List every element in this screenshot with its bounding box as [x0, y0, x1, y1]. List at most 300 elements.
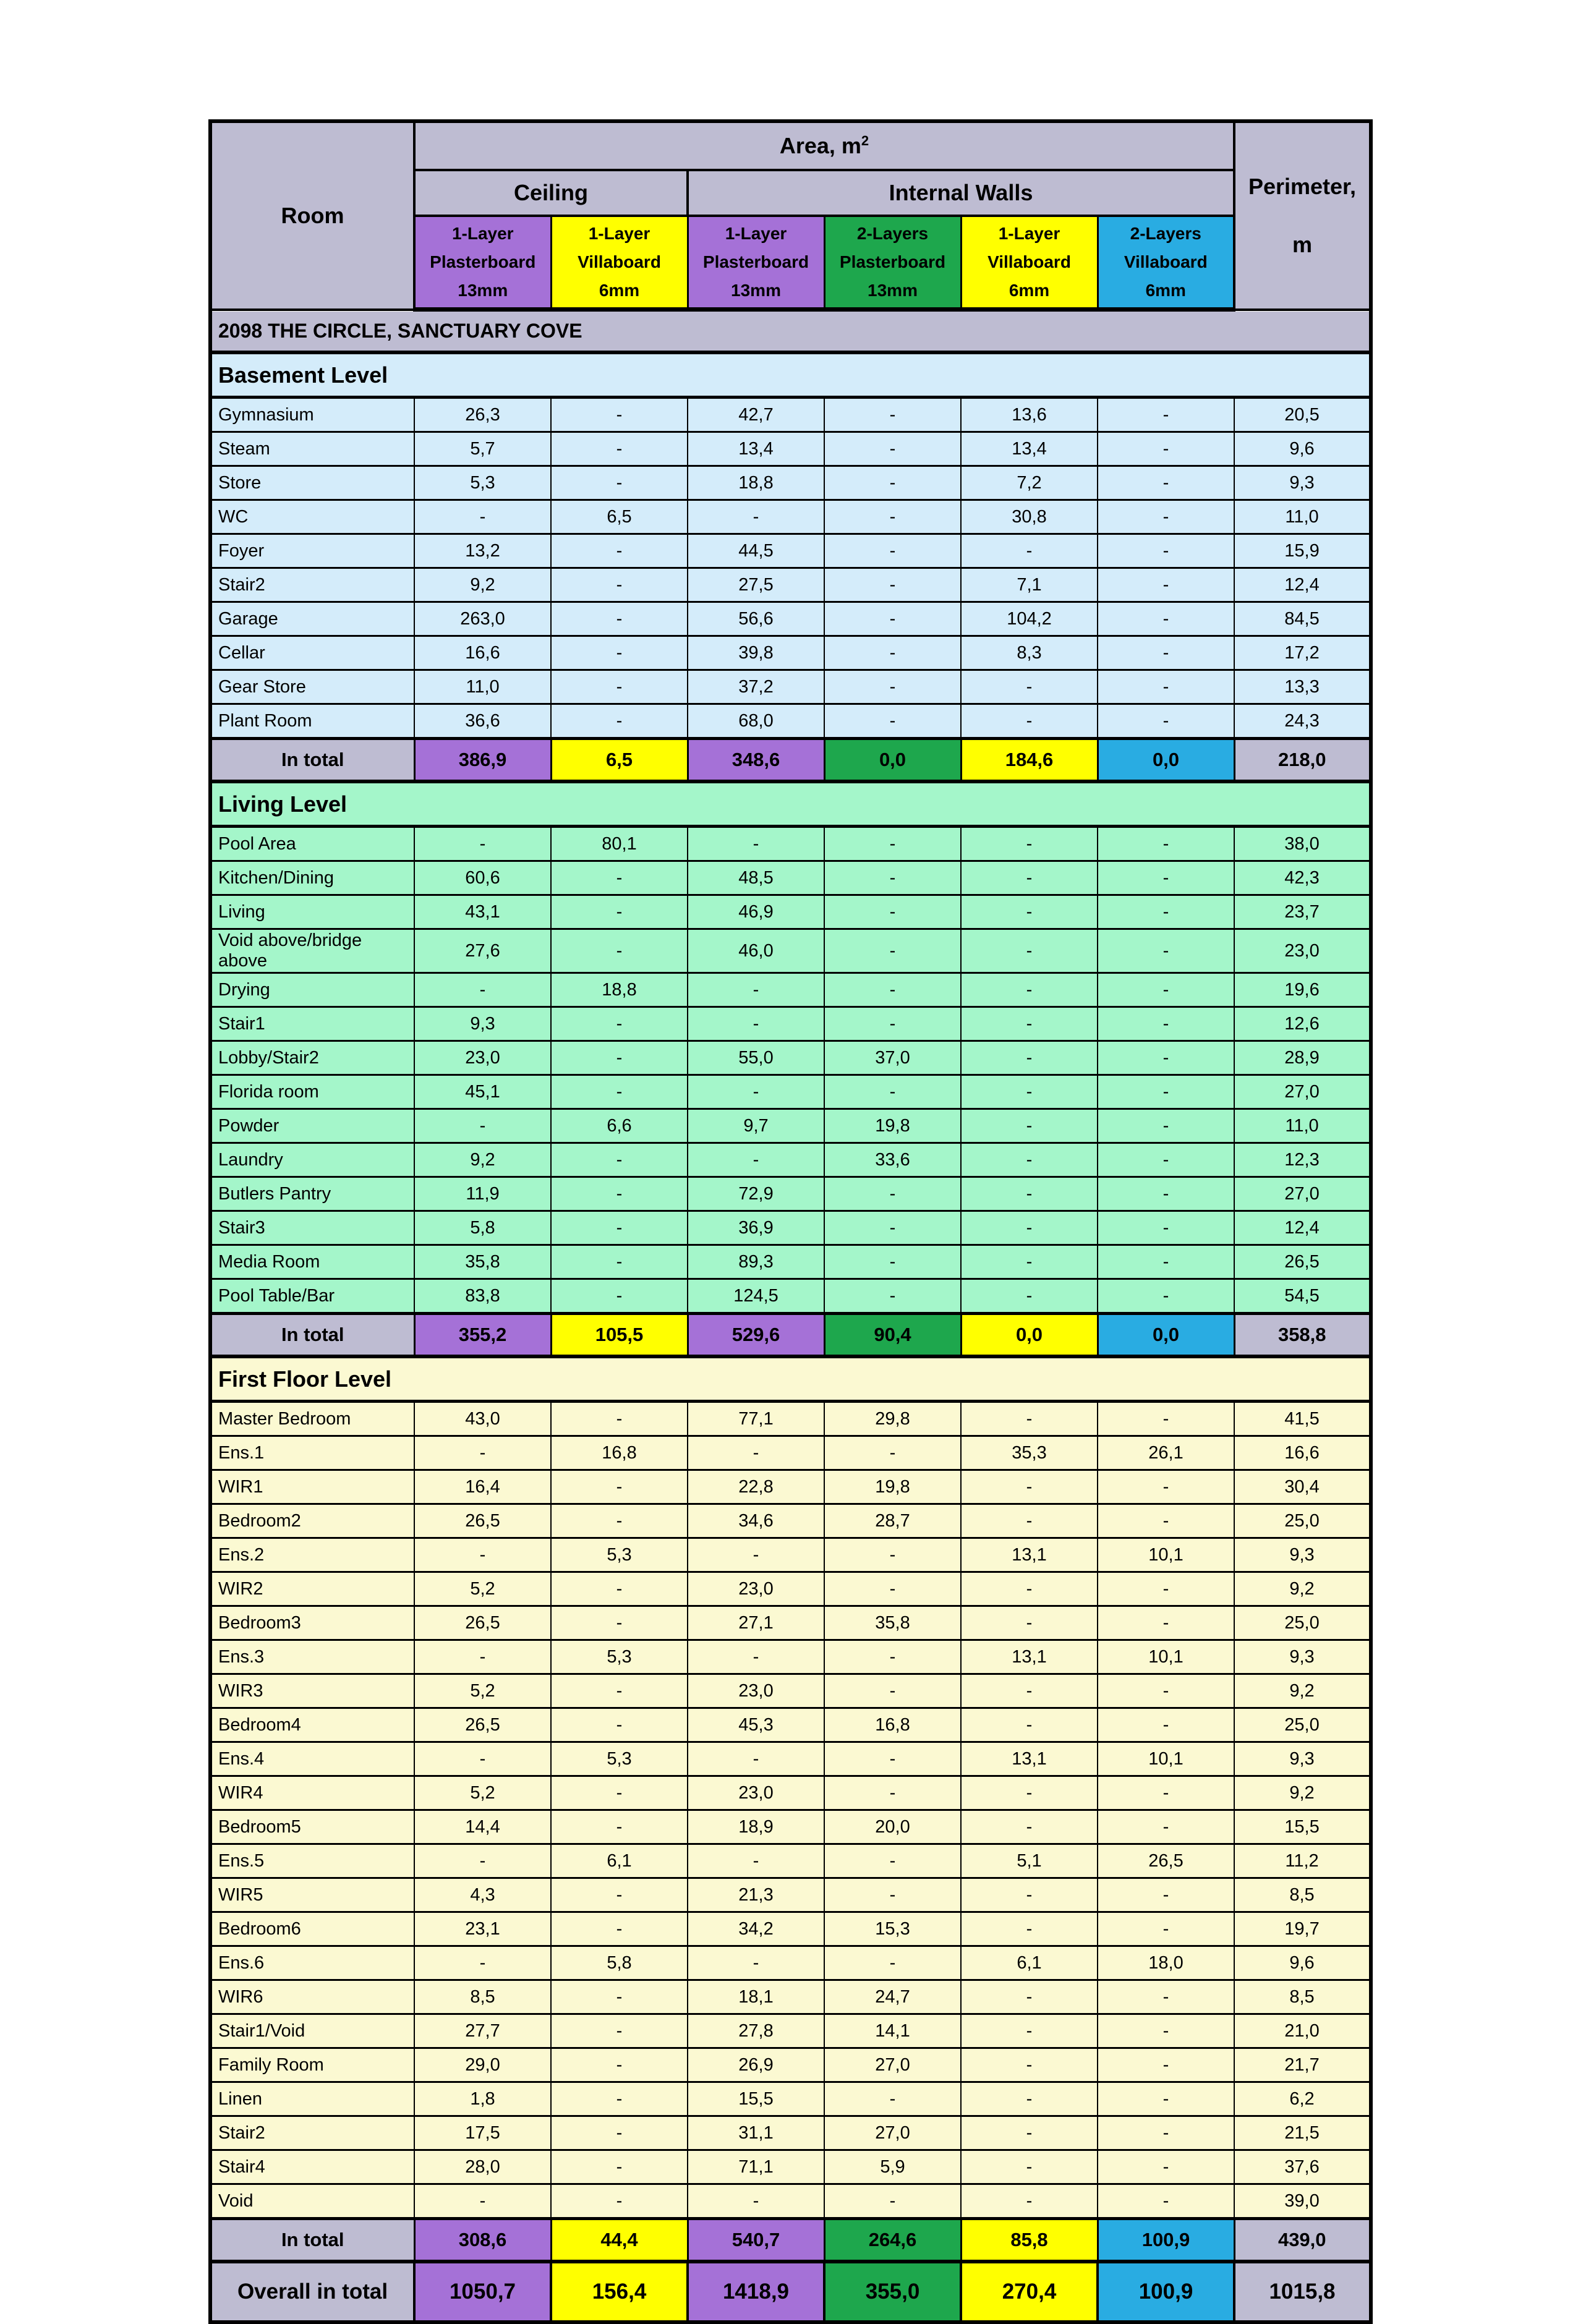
- area-value-cell: -: [1098, 1708, 1234, 1742]
- area-value-cell: 80,1: [551, 827, 688, 861]
- area-value-cell: 11,0: [414, 670, 551, 704]
- area-value-cell: -: [961, 1674, 1098, 1708]
- area-value-cell: -: [824, 1776, 961, 1810]
- table-row: [210, 1946, 1371, 1980]
- area-value-cell: -: [1098, 1572, 1234, 1606]
- total-value-cell: 105,5: [551, 1314, 688, 1357]
- area-value-cell: -: [961, 1504, 1098, 1538]
- total-value-cell: 0,0: [1098, 1314, 1234, 1357]
- area-value-cell: 15,5: [688, 2082, 824, 2116]
- area-value-cell: -: [688, 500, 824, 534]
- area-value-cell: -: [551, 1279, 688, 1314]
- area-value-cell: -: [414, 1742, 551, 1776]
- area-value-cell: 6,1: [551, 1844, 688, 1878]
- total-value-cell: 386,9: [414, 739, 551, 782]
- area-value-cell: -: [1098, 398, 1234, 432]
- area-value-cell: -: [824, 895, 961, 929]
- perimeter-value-cell: 9,2: [1234, 1674, 1371, 1708]
- area-value-cell: 23,0: [688, 1776, 824, 1810]
- area-value-cell: -: [551, 1402, 688, 1436]
- area-value-cell: -: [551, 895, 688, 929]
- area-value-cell: 6,1: [961, 1946, 1098, 1980]
- room-cell: Butlers Pantry: [210, 1177, 414, 1211]
- area-value-cell: 27,8: [688, 2014, 824, 2048]
- total-value-cell: 264,6: [824, 2219, 961, 2262]
- area-value-cell: 23,0: [414, 1041, 551, 1075]
- room-cell: WIR1: [210, 1470, 414, 1504]
- total-value-cell: 100,9: [1098, 2219, 1234, 2262]
- material-column-header-3: 1-Layer Plasterboard 13mm: [688, 216, 824, 310]
- table-row: [210, 1708, 1371, 1742]
- room-cell: WIR2: [210, 1572, 414, 1606]
- table-row: [210, 1402, 1371, 1436]
- table-row: [210, 1211, 1371, 1245]
- area-value-cell: -: [1098, 1041, 1234, 1075]
- area-schedule-table: [208, 119, 1373, 2324]
- room-cell: Family Room: [210, 2048, 414, 2082]
- perimeter-value-cell: 11,2: [1234, 1844, 1371, 1878]
- perimeter-value-cell: 21,5: [1234, 2116, 1371, 2150]
- area-value-cell: -: [1098, 895, 1234, 929]
- area-value-cell: 34,2: [688, 1912, 824, 1946]
- section-title: First Floor Level: [210, 1356, 1371, 1402]
- overall-value-cell: 100,9: [1098, 2262, 1234, 2322]
- total-perimeter-cell: 439,0: [1234, 2219, 1371, 2262]
- room-cell: Bedroom3: [210, 1606, 414, 1640]
- area-value-cell: 72,9: [688, 1177, 824, 1211]
- perimeter-value-cell: 8,5: [1234, 1878, 1371, 1912]
- area-value-cell: -: [824, 636, 961, 670]
- area-value-cell: 27,6: [414, 929, 551, 973]
- area-value-cell: -: [1098, 432, 1234, 466]
- total-value-cell: 6,5: [551, 739, 688, 782]
- area-value-cell: -: [688, 973, 824, 1007]
- area-value-cell: -: [551, 2082, 688, 2116]
- area-value-cell: 37,2: [688, 670, 824, 704]
- section-header-row: [210, 352, 1371, 398]
- room-cell: Drying: [210, 973, 414, 1007]
- room-cell: WIR5: [210, 1878, 414, 1912]
- room-cell: Ens.2: [210, 1538, 414, 1572]
- area-value-cell: 13,4: [688, 432, 824, 466]
- area-value-cell: 89,3: [688, 1245, 824, 1279]
- area-value-cell: -: [824, 1572, 961, 1606]
- area-value-cell: 39,8: [688, 636, 824, 670]
- table-row: [210, 1007, 1371, 1041]
- perimeter-value-cell: 20,5: [1234, 398, 1371, 432]
- area-value-cell: 6,5: [551, 500, 688, 534]
- area-value-cell: -: [961, 1470, 1098, 1504]
- perimeter-value-cell: 12,4: [1234, 568, 1371, 602]
- room-cell: Steam: [210, 432, 414, 466]
- area-value-cell: -: [414, 1109, 551, 1143]
- area-value-cell: -: [551, 1606, 688, 1640]
- area-value-cell: -: [961, 1177, 1098, 1211]
- room-cell: Void: [210, 2184, 414, 2219]
- area-value-cell: 18,8: [551, 973, 688, 1007]
- perimeter-value-cell: 17,2: [1234, 636, 1371, 670]
- perimeter-value-cell: 41,5: [1234, 1402, 1371, 1436]
- area-value-cell: 43,0: [414, 1402, 551, 1436]
- room-cell: Lobby/Stair2: [210, 1041, 414, 1075]
- total-label-cell: In total: [210, 1314, 414, 1357]
- table-row: [210, 1109, 1371, 1143]
- area-value-cell: -: [551, 1504, 688, 1538]
- total-value-cell: 0,0: [824, 739, 961, 782]
- table-row: [210, 1177, 1371, 1211]
- table-row: [210, 1878, 1371, 1912]
- overall-perimeter-cell: 1015,8: [1234, 2262, 1371, 2322]
- perimeter-value-cell: 9,3: [1234, 1640, 1371, 1674]
- area-value-cell: -: [551, 2048, 688, 2082]
- area-value-cell: -: [961, 2184, 1098, 2219]
- area-value-cell: 45,3: [688, 1708, 824, 1742]
- area-value-cell: 46,0: [688, 929, 824, 973]
- perimeter-label: Perimeter,: [1248, 174, 1357, 200]
- perimeter-value-cell: 9,3: [1234, 466, 1371, 500]
- section-total-row: [210, 2219, 1371, 2262]
- area-value-cell: -: [551, 929, 688, 973]
- area-value-cell: -: [961, 1878, 1098, 1912]
- area-value-cell: -: [961, 861, 1098, 895]
- area-value-cell: 5,1: [961, 1844, 1098, 1878]
- room-column-header: Room: [210, 121, 414, 310]
- area-value-cell: 33,6: [824, 1143, 961, 1177]
- perimeter-column-header: [1234, 121, 1371, 310]
- table-row: [210, 704, 1371, 739]
- table-row: [210, 1041, 1371, 1075]
- area-value-cell: 16,4: [414, 1470, 551, 1504]
- total-value-cell: 0,0: [1098, 739, 1234, 782]
- area-value-cell: -: [824, 602, 961, 636]
- section-header-row: [210, 1356, 1371, 1402]
- area-value-cell: -: [961, 895, 1098, 929]
- area-value-cell: 43,1: [414, 895, 551, 929]
- perimeter-value-cell: 25,0: [1234, 1708, 1371, 1742]
- area-value-cell: -: [961, 1572, 1098, 1606]
- perimeter-value-cell: 11,0: [1234, 1109, 1371, 1143]
- area-value-cell: 26,5: [414, 1504, 551, 1538]
- area-value-cell: -: [961, 2048, 1098, 2082]
- area-value-cell: -: [551, 1572, 688, 1606]
- area-value-cell: -: [824, 827, 961, 861]
- area-value-cell: -: [961, 1075, 1098, 1109]
- area-value-cell: 14,1: [824, 2014, 961, 2048]
- area-value-cell: -: [1098, 500, 1234, 534]
- area-value-cell: 17,5: [414, 2116, 551, 2150]
- area-value-cell: -: [414, 1844, 551, 1878]
- area-value-cell: -: [688, 1075, 824, 1109]
- area-value-cell: 16,8: [551, 1436, 688, 1470]
- area-value-cell: -: [1098, 1211, 1234, 1245]
- area-value-cell: 20,0: [824, 1810, 961, 1844]
- room-cell: Bedroom6: [210, 1912, 414, 1946]
- area-value-cell: 35,3: [961, 1436, 1098, 1470]
- area-value-cell: -: [551, 2184, 688, 2219]
- area-value-cell: 8,3: [961, 636, 1098, 670]
- perimeter-value-cell: 39,0: [1234, 2184, 1371, 2219]
- area-value-cell: 13,1: [961, 1742, 1098, 1776]
- area-value-cell: -: [1098, 1606, 1234, 1640]
- area-value-cell: 5,3: [551, 1640, 688, 1674]
- area-value-cell: -: [1098, 1912, 1234, 1946]
- area-value-cell: 5,7: [414, 432, 551, 466]
- area-value-cell: 27,5: [688, 568, 824, 602]
- area-value-cell: 31,1: [688, 2116, 824, 2150]
- area-value-cell: -: [1098, 636, 1234, 670]
- area-value-cell: 60,6: [414, 861, 551, 895]
- area-value-cell: 26,5: [414, 1708, 551, 1742]
- area-value-cell: -: [961, 1980, 1098, 2014]
- area-value-cell: -: [824, 861, 961, 895]
- perimeter-value-cell: 28,9: [1234, 1041, 1371, 1075]
- area-value-cell: -: [551, 568, 688, 602]
- area-value-cell: 10,1: [1098, 1538, 1234, 1572]
- area-value-cell: -: [961, 1402, 1098, 1436]
- table-row: [210, 602, 1371, 636]
- table-row: [210, 1143, 1371, 1177]
- area-value-cell: -: [551, 2116, 688, 2150]
- perimeter-value-cell: 9,6: [1234, 1946, 1371, 1980]
- perimeter-value-cell: 12,6: [1234, 1007, 1371, 1041]
- area-value-cell: 9,2: [414, 1143, 551, 1177]
- area-value-cell: -: [961, 2082, 1098, 2116]
- table-row: [210, 2116, 1371, 2150]
- overall-value-cell: 270,4: [961, 2262, 1098, 2322]
- area-value-cell: -: [1098, 827, 1234, 861]
- perimeter-value-cell: 9,3: [1234, 1742, 1371, 1776]
- table-row: [210, 1470, 1371, 1504]
- area-value-cell: -: [1098, 1674, 1234, 1708]
- area-schedule-sheet: [208, 119, 1373, 2324]
- area-value-cell: -: [1098, 1504, 1234, 1538]
- room-cell: Cellar: [210, 636, 414, 670]
- area-value-cell: -: [824, 2184, 961, 2219]
- area-value-cell: 5,9: [824, 2150, 961, 2184]
- total-value-cell: 184,6: [961, 739, 1098, 782]
- area-value-cell: -: [551, 432, 688, 466]
- area-value-cell: -: [961, 929, 1098, 973]
- area-value-cell: -: [824, 1640, 961, 1674]
- area-value-cell: -: [688, 1538, 824, 1572]
- area-value-cell: -: [824, 2082, 961, 2116]
- overall-value-cell: 156,4: [551, 2262, 688, 2322]
- area-value-cell: -: [551, 1007, 688, 1041]
- perimeter-value-cell: 8,5: [1234, 1980, 1371, 2014]
- area-value-cell: -: [961, 670, 1098, 704]
- area-value-cell: -: [824, 432, 961, 466]
- perimeter-value-cell: 12,3: [1234, 1143, 1371, 1177]
- perimeter-value-cell: 15,9: [1234, 534, 1371, 568]
- area-value-cell: 23,0: [688, 1572, 824, 1606]
- perimeter-value-cell: 26,5: [1234, 1245, 1371, 1279]
- area-value-cell: -: [1098, 2116, 1234, 2150]
- table-row: [210, 1245, 1371, 1279]
- area-value-cell: 15,3: [824, 1912, 961, 1946]
- table-row: [210, 568, 1371, 602]
- table-row: [210, 670, 1371, 704]
- perimeter-value-cell: 15,5: [1234, 1810, 1371, 1844]
- room-cell: Linen: [210, 2082, 414, 2116]
- table-row: [210, 636, 1371, 670]
- area-value-cell: -: [551, 1143, 688, 1177]
- area-value-cell: 5,2: [414, 1572, 551, 1606]
- area-value-cell: -: [688, 1640, 824, 1674]
- area-value-cell: -: [961, 1041, 1098, 1075]
- material-column-header-2: 1-Layer Villaboard 6mm: [551, 216, 688, 310]
- room-cell: Media Room: [210, 1245, 414, 1279]
- area-value-cell: 5,8: [551, 1946, 688, 1980]
- area-value-cell: -: [824, 1075, 961, 1109]
- area-value-cell: -: [551, 636, 688, 670]
- area-value-cell: 26,3: [414, 398, 551, 432]
- area-value-cell: -: [824, 568, 961, 602]
- area-value-cell: 13,1: [961, 1538, 1098, 1572]
- area-value-cell: -: [824, 1538, 961, 1572]
- area-value-cell: -: [961, 1007, 1098, 1041]
- area-value-cell: -: [551, 602, 688, 636]
- area-value-cell: -: [961, 1211, 1098, 1245]
- area-value-cell: 13,4: [961, 432, 1098, 466]
- area-value-cell: 1,8: [414, 2082, 551, 2116]
- perimeter-value-cell: 37,6: [1234, 2150, 1371, 2184]
- total-value-cell: 348,6: [688, 739, 824, 782]
- area-value-cell: -: [551, 534, 688, 568]
- material-column-header-5: 1-Layer Villaboard 6mm: [961, 216, 1098, 310]
- area-value-cell: -: [1098, 1810, 1234, 1844]
- perimeter-value-cell: 21,0: [1234, 2014, 1371, 2048]
- area-value-cell: -: [688, 1143, 824, 1177]
- area-value-cell: 7,1: [961, 568, 1098, 602]
- area-value-cell: 45,1: [414, 1075, 551, 1109]
- room-cell: Stair3: [210, 1211, 414, 1245]
- area-value-cell: 26,9: [688, 2048, 824, 2082]
- area-value-cell: -: [1098, 1007, 1234, 1041]
- room-cell: Stair2: [210, 2116, 414, 2150]
- perimeter-unit: m: [1292, 231, 1312, 257]
- overall-value-cell: 355,0: [824, 2262, 961, 2322]
- area-value-cell: -: [414, 500, 551, 534]
- area-value-cell: -: [688, 1436, 824, 1470]
- room-cell: Stair1/Void: [210, 2014, 414, 2048]
- table-row: [210, 1674, 1371, 1708]
- table-row: [210, 500, 1371, 534]
- area-value-cell: 36,6: [414, 704, 551, 739]
- total-value-cell: 308,6: [414, 2219, 551, 2262]
- area-value-cell: -: [824, 1211, 961, 1245]
- area-value-cell: 22,8: [688, 1470, 824, 1504]
- area-value-cell: -: [1098, 466, 1234, 500]
- area-value-cell: -: [824, 1436, 961, 1470]
- area-value-cell: -: [551, 2150, 688, 2184]
- area-value-cell: -: [551, 1245, 688, 1279]
- area-value-cell: -: [961, 1606, 1098, 1640]
- area-value-cell: -: [551, 704, 688, 739]
- area-value-cell: -: [961, 1245, 1098, 1279]
- area-value-cell: -: [824, 1007, 961, 1041]
- area-value-cell: -: [824, 1742, 961, 1776]
- area-value-cell: -: [961, 1279, 1098, 1314]
- area-value-cell: 4,3: [414, 1878, 551, 1912]
- room-cell: Pool Area: [210, 827, 414, 861]
- section-title: Living Level: [210, 781, 1371, 827]
- area-value-cell: 263,0: [414, 602, 551, 636]
- area-value-cell: 29,8: [824, 1402, 961, 1436]
- perimeter-value-cell: 30,4: [1234, 1470, 1371, 1504]
- area-value-cell: -: [824, 929, 961, 973]
- area-value-cell: -: [1098, 2082, 1234, 2116]
- perimeter-value-cell: 23,7: [1234, 895, 1371, 929]
- area-value-cell: -: [1098, 568, 1234, 602]
- area-value-cell: 124,5: [688, 1279, 824, 1314]
- total-value-cell: 355,2: [414, 1314, 551, 1357]
- table-row: [210, 2082, 1371, 2116]
- perimeter-value-cell: 12,4: [1234, 1211, 1371, 1245]
- area-value-cell: -: [1098, 973, 1234, 1007]
- area-value-cell: -: [824, 973, 961, 1007]
- perimeter-value-cell: 9,2: [1234, 1572, 1371, 1606]
- area-value-cell: -: [551, 1211, 688, 1245]
- total-value-cell: 529,6: [688, 1314, 824, 1357]
- area-value-cell: -: [961, 2116, 1098, 2150]
- table-row: [210, 2048, 1371, 2082]
- area-value-cell: 16,8: [824, 1708, 961, 1742]
- area-value-cell: -: [1098, 1470, 1234, 1504]
- table-row: [210, 1572, 1371, 1606]
- area-value-cell: 23,1: [414, 1912, 551, 1946]
- area-value-cell: 5,2: [414, 1674, 551, 1708]
- area-value-cell: -: [961, 704, 1098, 739]
- area-value-cell: 11,9: [414, 1177, 551, 1211]
- area-value-cell: -: [414, 2184, 551, 2219]
- table-row: [210, 929, 1371, 973]
- perimeter-value-cell: 19,6: [1234, 973, 1371, 1007]
- perimeter-value-cell: 24,3: [1234, 704, 1371, 739]
- room-cell: Ens.1: [210, 1436, 414, 1470]
- area-value-cell: 83,8: [414, 1279, 551, 1314]
- area-value-cell: 8,5: [414, 1980, 551, 2014]
- area-value-cell: -: [961, 1912, 1098, 1946]
- area-value-cell: -: [414, 1436, 551, 1470]
- area-value-cell: 37,0: [824, 1041, 961, 1075]
- area-value-cell: 26,5: [1098, 1844, 1234, 1878]
- area-value-cell: 34,6: [688, 1504, 824, 1538]
- material-column-header-1: 1-Layer Plasterboard 13mm: [414, 216, 551, 310]
- area-value-cell: -: [1098, 2150, 1234, 2184]
- perimeter-value-cell: 9,3: [1234, 1538, 1371, 1572]
- area-value-cell: 44,5: [688, 534, 824, 568]
- area-value-cell: -: [414, 973, 551, 1007]
- table-row: [210, 1980, 1371, 2014]
- area-value-cell: -: [551, 1674, 688, 1708]
- area-value-cell: -: [551, 2014, 688, 2048]
- area-value-cell: -: [1098, 1980, 1234, 2014]
- area-value-cell: -: [1098, 1143, 1234, 1177]
- area-value-cell: -: [961, 2150, 1098, 2184]
- section-total-row: [210, 1314, 1371, 1357]
- overall-value-cell: 1050,7: [414, 2262, 551, 2322]
- area-value-cell: -: [551, 1075, 688, 1109]
- area-value-cell: 104,2: [961, 602, 1098, 636]
- material-column-header-4: 2-Layers Plasterboard 13mm: [824, 216, 961, 310]
- area-value-cell: -: [824, 1946, 961, 1980]
- area-value-cell: -: [551, 1041, 688, 1075]
- area-value-cell: -: [551, 466, 688, 500]
- perimeter-value-cell: 9,6: [1234, 432, 1371, 466]
- table-row: [210, 1606, 1371, 1640]
- room-cell: Florida room: [210, 1075, 414, 1109]
- area-value-cell: 26,5: [414, 1606, 551, 1640]
